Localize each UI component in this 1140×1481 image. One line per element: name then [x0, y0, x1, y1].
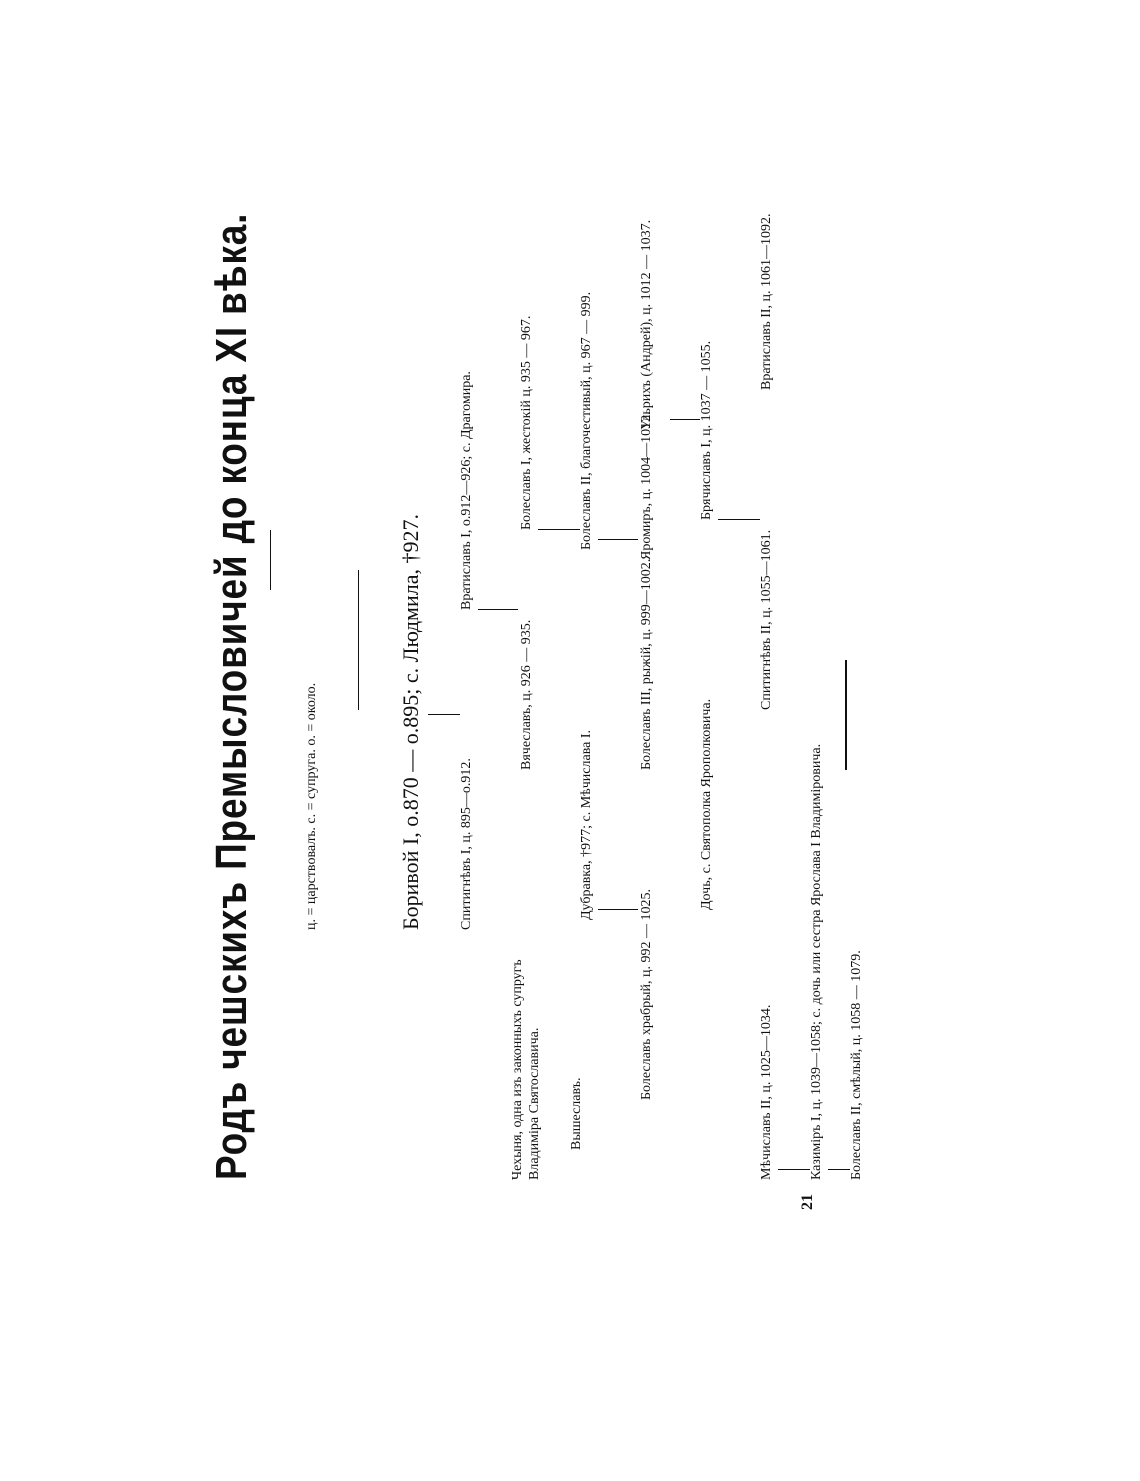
brzhetislav-1: Брячиславъ I, ц. 1037 — 1055. [699, 340, 714, 520]
dubravka-connector [598, 909, 638, 910]
vratislav-1: Вратиславъ I, о.912—926; с. Драгомира. [459, 371, 474, 610]
spytihnev-1: Спитигнѣвъ I, ц. 895—о.912. [459, 758, 474, 930]
chekhynya: Чехыня, одна изъ законныхъ супругъ Владиміра Святославича. [510, 959, 542, 1180]
ulrich-connector [670, 419, 700, 420]
yaromir: Яромиръ, ц. 1004—1012. [639, 411, 654, 560]
boleslav-3: Болеславъ III, рыжій, ц. 999—1002. [639, 558, 654, 770]
kazimir-1: Казиміръ I, ц. 1039—1058; с. дочь или сестра Ярослава I Владиміровича. [809, 743, 824, 1180]
boleslav1-connector [538, 529, 580, 530]
page-number: 21 [799, 1194, 816, 1210]
legend-rule [358, 570, 359, 710]
vyacheslav: Вячеславъ, ц. 926 — 935. [519, 619, 534, 770]
boleslav2-connector [598, 539, 638, 540]
mechislav-connector [778, 1169, 810, 1170]
kazimir-connector [828, 1169, 850, 1170]
ulrich: Ульрихъ (Андрей), ц. 1012 — 1037. [639, 219, 654, 430]
boleslav-chrabry: Болеславъ храбрый, ц. 992 — 1025. [639, 888, 654, 1100]
mechislav-2: Мѣчиславъ II, ц. 1025—1034. [759, 1004, 774, 1180]
vratislav-2: Вратиславъ II, ц. 1061—1092. [759, 213, 774, 390]
vratislav-connector [478, 609, 518, 610]
boleslav-smely: Болеславъ II, смѣлый, ц. 1058 — 1079. [849, 950, 864, 1180]
ornament-rule [845, 660, 847, 770]
boleslav-1: Болеславъ I, жестокій ц. 935 — 967. [519, 315, 534, 530]
root-person: Боривой I, о.870 — о.895; с. Людмила, †927. [398, 514, 423, 930]
dubravka: Дубравка, †977; с. Мѣчислава I. [579, 729, 594, 920]
legend: ц. = царствовалъ. с. = супруга. о. = около. [304, 682, 319, 930]
spytihnev-2: Спитигнѣвъ II, ц. 1055—1061. [759, 529, 774, 710]
title-rule [270, 530, 271, 590]
boleslav-2: Болеславъ II, благочестивый, ц. 967 — 999. [579, 291, 594, 550]
daughter: Дочь, с. Святополка Ярополковича. [699, 698, 714, 910]
root-connector [428, 714, 460, 715]
brzhetislav-connector [718, 519, 760, 520]
page-title: Родъ чешскихъ Премысловичей до конца XI вѣка. [207, 212, 256, 1180]
rotated-page [110, 190, 890, 1330]
vysheslav: Вышеславъ. [569, 1077, 584, 1150]
